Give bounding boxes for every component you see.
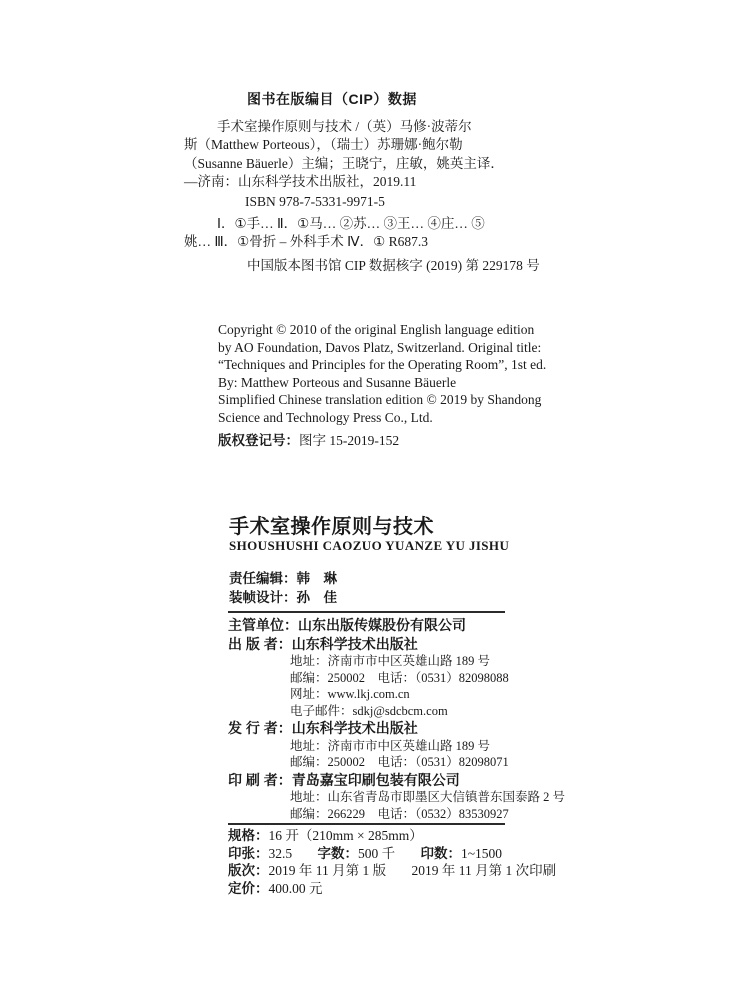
staff-section (229, 570, 337, 607)
spec-segment (228, 881, 323, 896)
specs-section (228, 827, 556, 897)
copyright-line: By: Matthew Porteous and Susanne Bäuerle (218, 374, 457, 390)
cip-class-line: Ⅰ．①手… Ⅱ．①马… ②苏… ③王… ④庄… ⑤ (217, 215, 485, 231)
registration-line (218, 429, 399, 449)
copyright-line: Simplified Chinese translation edition © 2019 by Shandong (218, 392, 542, 407)
spec-value: 32.5 (268, 845, 293, 861)
spec-label: 印张： (228, 845, 269, 861)
spec-segment (228, 828, 423, 843)
entry-value: 山东科学技术出版社 (291, 720, 418, 736)
cip-record-line: 手术室操作原则与技术 /（英）马修·波蒂尔 (217, 118, 472, 134)
entry-subline-postcode-phone: 邮编：250002 电话：（0531）82098071 (290, 755, 509, 769)
entry-subline-address: 地址：山东省青岛市即墨区大信镇普东国泰路 2 号 (290, 790, 566, 804)
entry-subline-email: 电子邮件：sdkj@sdcbcm.com (290, 703, 448, 718)
spec-value: 2019 年 11 月第 1 次印刷 (411, 863, 557, 878)
spec-value: 400.00 元 (268, 880, 323, 896)
cip-record-line: —济南：山东科学技术出版社，2019.11 (184, 174, 417, 189)
entry-main-line (228, 635, 528, 654)
copyright-section (218, 321, 547, 426)
spec-row-sheets (228, 845, 556, 863)
cip-section (184, 90, 548, 275)
spec-segment (228, 846, 292, 861)
spec-value: 2019 年 11 月第 1 版 (268, 863, 387, 878)
entry-label: 印 刷 者： (228, 771, 292, 788)
entry-subline-address: 地址：济南市市中区英雄山路 189 号 (290, 738, 491, 753)
cip-class-line: 姚… Ⅲ．①骨折 – 外科手术 Ⅳ．① R687.3 (184, 234, 428, 249)
entry-label: 发 行 者： (228, 720, 292, 736)
cip-record-line: （Susanne Bäuerle）主编；王晓宁，庄敏，姚英主译． (184, 155, 504, 171)
cip-record-line: 斯（Matthew Porteous），（瑞士）苏珊娜·鲍尔勒 (184, 137, 463, 152)
staff-line (229, 589, 337, 608)
spec-value: 16 开（210mm × 285mm） (268, 828, 423, 843)
spec-segment (318, 846, 396, 861)
staff-line (229, 570, 337, 589)
copyright-line: Copyright © 2010 of the original English language edition (218, 322, 535, 337)
entry-label: 出 版 者： (228, 635, 292, 652)
entry-main-line (228, 771, 528, 790)
book-title-pinyin: SHOUSHUSHI CAOZUO YUANZE YU JISHU (229, 538, 510, 553)
spec-label: 字数： (317, 845, 358, 861)
registration-value: 图字 15-2019-152 (299, 433, 400, 448)
entry-subline-postcode-phone: 邮编：250002 电话：（0531）82098088 (290, 670, 509, 685)
entry-main-line (228, 616, 528, 635)
publishing-section (228, 616, 566, 822)
spec-value: 500 千 (358, 845, 396, 861)
staff-value: 韩 琳 (296, 571, 337, 586)
entry-value: 青岛嘉宝印刷包装有限公司 (291, 771, 460, 788)
spec-row-edition (228, 862, 556, 880)
entry-subline-website: 网址：www.lkj.com.cn (290, 687, 410, 701)
entry-value: 山东出版传媒股份有限公司 (298, 617, 466, 633)
spec-label: 版次： (228, 863, 269, 878)
staff-label: 装帧设计： (229, 589, 297, 605)
spec-label: 规格： (228, 828, 269, 843)
entry-subline-postcode-phone: 邮编：266229 电话：（0532）83530927 (290, 806, 509, 821)
isbn-line: ISBN 978-7-5331-9971-5 (245, 193, 385, 209)
entry-label: 主管单位： (228, 617, 298, 633)
copyright-line: Science and Technology Press Co., Ltd. (218, 409, 433, 425)
spec-row-price (228, 880, 556, 898)
publisher-entry-supervisor (228, 616, 528, 635)
entry-main-line (228, 719, 528, 738)
spec-value: 1~1500 (461, 845, 503, 861)
spec-label: 印数： (420, 845, 461, 861)
spec-row-format (228, 827, 556, 845)
divider-bottom (228, 823, 505, 825)
registration-label: 版权登记号： (218, 433, 299, 448)
publisher-entry-printer (228, 771, 566, 823)
cip-record-number: 中国版本图书馆 CIP 数据核字 (2019) 第 229178 号 (247, 257, 540, 273)
copyright-line: “Techniques and Principles for the Operating Room”, 1st ed. (218, 357, 547, 372)
staff-value: 孙 佳 (296, 589, 337, 605)
spec-segment (412, 863, 557, 878)
entry-value: 山东科学技术出版社 (291, 635, 418, 652)
spec-segment (228, 863, 386, 878)
copyright-line: by AO Foundation, Davos Platz, Switzerland. Original title: (218, 339, 542, 355)
cip-heading: 图书在版编目（CIP）数据 (247, 91, 417, 107)
spec-segment (421, 846, 503, 861)
publisher-entry-publisher (228, 635, 528, 720)
book-title: 手术室操作原则与技术 (229, 516, 434, 538)
divider-top (228, 611, 505, 613)
entry-subline-address: 地址：济南市市中区英雄山路 189 号 (290, 654, 491, 668)
spec-label: 定价： (228, 880, 269, 896)
staff-label: 责任编辑： (229, 571, 297, 586)
publisher-entry-distributor (228, 719, 528, 771)
